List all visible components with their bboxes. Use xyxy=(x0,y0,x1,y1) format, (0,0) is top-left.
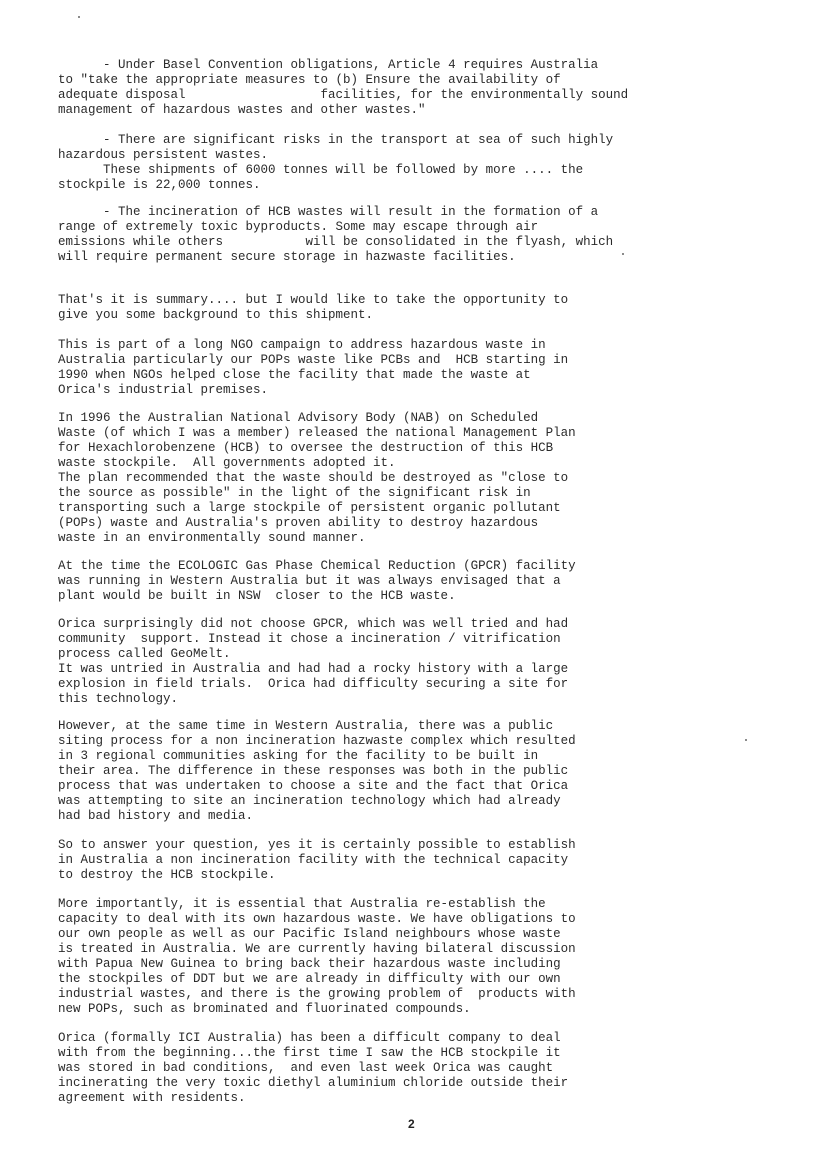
paragraph-western-australia: However, at the same time in Western Australia, there was a public siting process for a non incineration hazwaste complex which resulted in 3 regional communities asking for the facility to be built in their area. The difference in these responses was both in the public process that was undertaken to choose a site and the fact that Orica was attempting to site an incineration technology which had already had bad history and media. xyxy=(58,719,576,823)
scan-speck xyxy=(78,16,80,18)
paragraph-answer: So to answer your question, yes it is certainly possible to establish in Australia a non incineration facility with the technical capacity to destroy the HCB stockpile. xyxy=(58,838,576,882)
page-number: 2 xyxy=(408,1117,415,1131)
paragraph-basel-convention: - Under Basel Convention obligations, Article 4 requires Australia to "take the appropriate measures to (b) Ensure the availability of adequate disposal facilities, for the environmentally sound management of hazardous wastes and other wastes." xyxy=(58,58,629,117)
paragraph-incineration-byproducts: - The incineration of HCB wastes will result in the formation of a range of extremely toxic byproducts. Some may escape through air emissions while others will be consolidated in the flyash, which will require permanent secure storage in hazwaste facilities. xyxy=(58,205,614,264)
paragraph-ngo-campaign: This is part of a long NGO campaign to address hazardous waste in Australia particularly our POPs waste like PCBs and HCB starting in 1990 when NGOs helped close the facility that made the waste at Orica's industrial premises. xyxy=(58,338,569,397)
paragraph-gpcr-facility: At the time the ECOLOGIC Gas Phase Chemical Reduction (GPCR) facility was running in Western Australia but it was always envisaged that a plant would be built in NSW closer to the HCB waste. xyxy=(58,559,576,603)
paragraph-summary: That's it is summary.... but I would like to take the opportunity to give you some background to this shipment. xyxy=(58,293,569,322)
paragraph-capacity: More importantly, it is essential that Australia re-establish the capacity to deal with its own hazardous waste. We have obligations to our own people as well as our Pacific Island neighbours whose waste is treated in Australia. We are currently having bilateral discussion with Papua New Guinea to bring back their hazardous waste including the stockpiles of DDT but we are already in difficulty with our own industrial wastes, and there is the growing problem of products with new POPs, such as brominated and fluorinated compounds. xyxy=(58,897,576,1016)
paragraph-nab-plan: In 1996 the Australian National Advisory Body (NAB) on Scheduled Waste (of which I was a member) released the national Management Plan for Hexachlorobenzene (HCB) to oversee the destruction of this HCB waste stockpile. All governments adopted it. The plan recommended that the waste should be destroyed as "close to the source as possible" in the light of the significant risk in transporting such a large stockpile of persistent organic pollutant (POPs) waste and Australia's proven ability to destroy hazardous waste in an environmentally sound manner. xyxy=(58,411,576,545)
paragraph-transport-risk: - There are significant risks in the transport at sea of such highly hazardous persistent wastes. These shipments of 6000 tonnes will be followed by more .... the stockpile is 22,000 tonnes. xyxy=(58,133,614,192)
paragraph-geomelt: Orica surprisingly did not choose GPCR, which was well tried and had community support. Instead it chose a incineration / vitrification process called GeoMelt. It was untried in Australia and had had a rocky history with a large explosion in field trials. Orica had difficulty securing a site for this technology. xyxy=(58,617,569,706)
scan-speck xyxy=(622,253,624,255)
paragraph-orica: Orica (formally ICI Australia) has been a difficult company to deal with from the beginning...the first time I saw the HCB stockpile it was stored in bad conditions, and even last week Orica was caught incinerating the very toxic diethyl aluminium chloride outside their agreement with residents. xyxy=(58,1031,569,1105)
scan-speck xyxy=(745,739,747,741)
